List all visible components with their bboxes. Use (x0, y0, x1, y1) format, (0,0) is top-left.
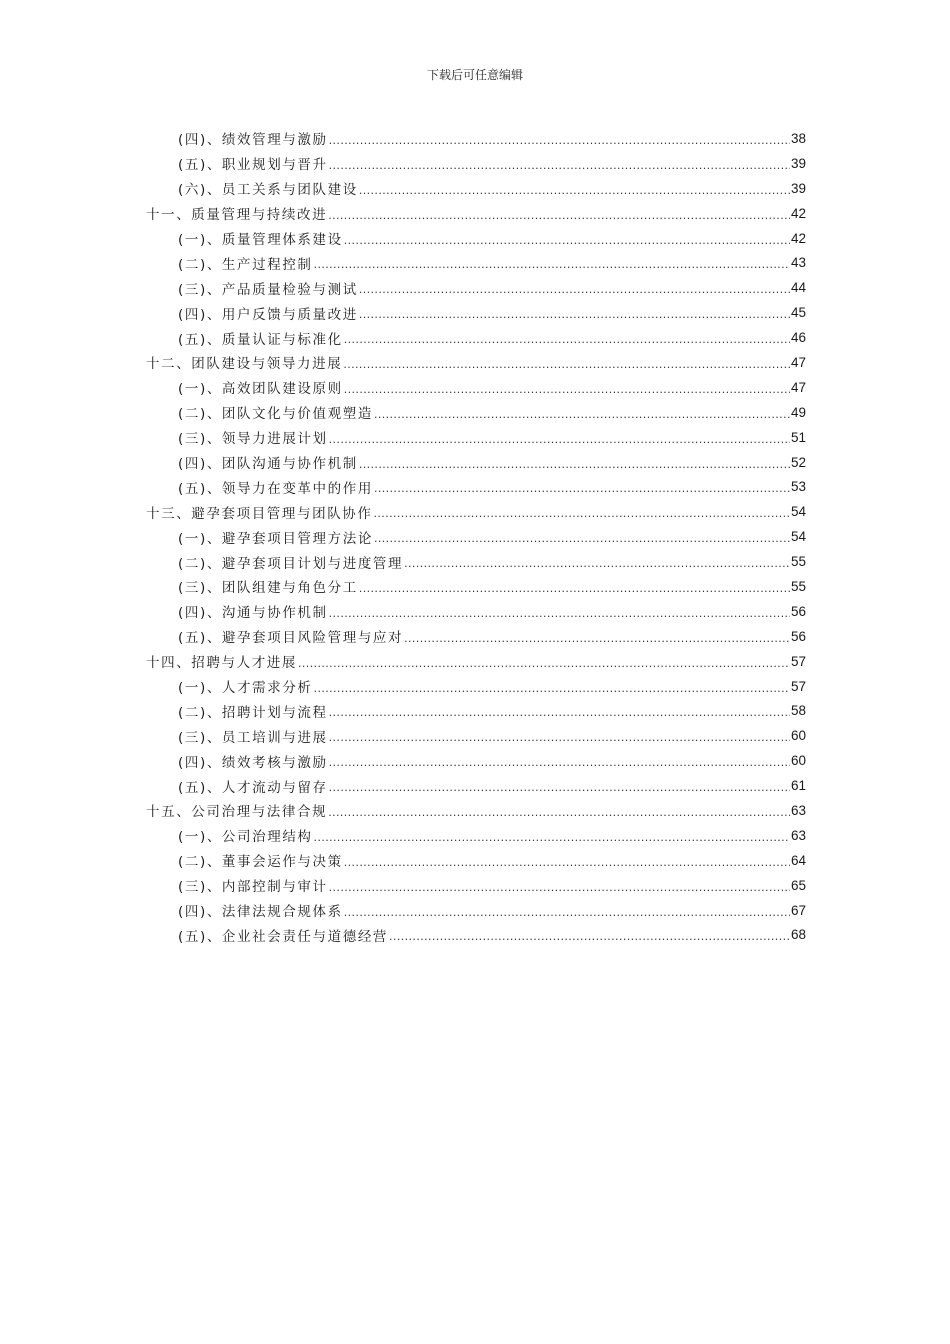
toc-entry-title: (一)、避孕套项目管理方法论 (178, 530, 373, 547)
toc-dot-leader (344, 857, 790, 868)
toc-dot-leader (314, 683, 790, 694)
toc-entry-title: 十一、质量管理与持续改进 (146, 207, 328, 224)
toc-entry-title: (一)、人才需求分析 (178, 680, 313, 697)
toc-entry-title: (三)、领导力进展计划 (178, 431, 328, 448)
toc-dot-leader (404, 633, 790, 644)
toc-dot-leader (374, 508, 790, 519)
toc-entry[interactable] (146, 748, 806, 773)
toc-entry-page-number: 47 (790, 354, 806, 370)
toc-entry[interactable] (146, 499, 806, 524)
toc-entry[interactable] (146, 126, 806, 151)
toc-entry-page-number: 42 (790, 205, 806, 221)
toc-entry[interactable] (146, 450, 806, 475)
toc-entry-title: (五)、企业社会责任与道德经营 (178, 928, 389, 945)
toc-entry[interactable] (146, 201, 806, 226)
toc-entry-title: (四)、沟通与协作机制 (178, 605, 328, 622)
toc-entry[interactable] (146, 923, 806, 948)
toc-dot-leader (329, 757, 790, 768)
toc-dot-leader (404, 558, 790, 569)
toc-dot-leader (343, 359, 790, 370)
toc-entry-title: (四)、绩效考核与激励 (178, 754, 328, 771)
toc-entry[interactable] (146, 226, 806, 251)
toc-entry[interactable] (146, 474, 806, 499)
toc-entry-page-number: 42 (790, 230, 806, 246)
toc-entry-page-number: 64 (790, 852, 806, 868)
toc-entry-page-number: 49 (790, 404, 806, 420)
toc-dot-leader (298, 658, 790, 669)
toc-entry-page-number: 55 (790, 554, 806, 570)
toc-entry-page-number: 46 (790, 330, 806, 346)
toc-entry[interactable] (146, 674, 806, 699)
toc-entry[interactable] (146, 649, 806, 674)
toc-entry-page-number: 60 (790, 753, 806, 769)
toc-entry-page-number: 65 (790, 877, 806, 893)
toc-dot-leader (328, 807, 790, 818)
toc-entry-title: (一)、质量管理体系建设 (178, 232, 343, 248)
toc-entry-title: (四)、团队沟通与协作机制 (178, 456, 358, 473)
toc-dot-leader (359, 284, 790, 295)
toc-entry-title: (五)、避孕套项目风险管理与应对 (178, 630, 404, 647)
toc-entry-title: (六)、员工关系与团队建设 (178, 182, 358, 199)
toc-entry-page-number: 57 (790, 653, 806, 669)
toc-entry-page-number: 67 (790, 902, 806, 918)
toc-entry-page-number: 54 (790, 529, 806, 545)
toc-entry-page-number: 45 (790, 305, 806, 321)
toc-entry[interactable] (146, 151, 806, 176)
toc-entry-page-number: 52 (790, 454, 806, 470)
toc-dot-leader (344, 384, 790, 395)
toc-dot-leader (329, 707, 790, 718)
toc-entry-page-number: 39 (790, 155, 806, 171)
toc-entry-page-number: 51 (790, 429, 806, 445)
toc-entry-title: (三)、内部控制与审计 (178, 879, 328, 896)
toc-entry-page-number: 56 (790, 603, 806, 619)
toc-entry[interactable] (146, 325, 806, 350)
toc-dot-leader (359, 309, 790, 320)
toc-dot-leader (359, 185, 790, 196)
toc-entry-title: 十二、团队建设与领导力进展 (146, 356, 343, 373)
toc-entry[interactable] (146, 574, 806, 599)
toc-entry-title: (二)、团队文化与价值观塑造 (178, 406, 373, 423)
toc-entry[interactable] (146, 599, 806, 624)
toc-dot-leader (329, 608, 790, 619)
toc-dot-leader (329, 160, 790, 171)
toc-entry-page-number: 56 (790, 628, 806, 644)
toc-entry[interactable] (146, 350, 806, 375)
toc-entry[interactable] (146, 873, 806, 898)
toc-entry-title: (二)、避孕套项目计划与进度管理 (178, 555, 404, 572)
toc-entry-title: (五)、职业规划与晋升 (178, 157, 328, 174)
toc-entry-page-number: 47 (790, 379, 806, 395)
toc-dot-leader (314, 259, 790, 270)
toc-entry[interactable] (146, 773, 806, 798)
toc-entry-title: (五)、质量认证与标准化 (178, 331, 343, 348)
toc-dot-leader (329, 135, 790, 146)
toc-dot-leader (329, 882, 790, 893)
toc-entry-page-number: 39 (790, 180, 806, 196)
toc-entry[interactable] (146, 524, 806, 549)
toc-entry-page-number: 44 (790, 280, 806, 296)
toc-entry-title: 十五、公司治理与法律合规 (146, 804, 328, 821)
toc-entry-title: (四)、绩效管理与激励 (178, 132, 328, 149)
toc-entry[interactable] (146, 425, 806, 450)
toc-entry-title: (三)、产品质量检验与测试 (178, 281, 358, 298)
toc-dot-leader (374, 483, 790, 494)
toc-entry-page-number: 53 (790, 479, 806, 495)
toc-entry-title: (二)、生产过程控制 (178, 256, 313, 273)
page-header: 下载后可任意编辑 (426, 68, 523, 82)
toc-entry[interactable] (146, 624, 806, 649)
toc-dot-leader (374, 409, 790, 420)
toc-entry[interactable] (146, 275, 806, 300)
toc-entry[interactable] (146, 400, 806, 425)
toc-entry-title: 十四、招聘与人才进展 (146, 655, 297, 672)
toc-entry[interactable] (146, 823, 806, 848)
toc-entry-title: (二)、董事会运作与决策 (178, 854, 343, 871)
toc-entry[interactable] (146, 798, 806, 823)
toc-entry-page-number: 55 (790, 578, 806, 594)
toc-entry-page-number: 61 (790, 778, 806, 794)
toc-entry-title: (一)、公司治理结构 (178, 829, 313, 846)
toc-dot-leader (344, 907, 790, 918)
toc-dot-leader (359, 459, 790, 470)
toc-dot-leader (329, 782, 790, 793)
toc-entry[interactable] (146, 549, 806, 574)
toc-dot-leader (389, 931, 790, 942)
toc-dot-leader (359, 583, 790, 594)
toc-dot-leader (329, 434, 790, 445)
toc-entry-page-number: 68 (790, 927, 806, 943)
toc-entry-page-number: 58 (790, 703, 806, 719)
toc-dot-leader (344, 334, 790, 345)
toc-entry-title: (五)、人才流动与留存 (178, 779, 328, 796)
toc-dot-leader (344, 235, 790, 246)
toc-entry-title: (四)、用户反馈与质量改进 (178, 306, 358, 323)
toc-entry-title: (二)、招聘计划与流程 (178, 704, 328, 721)
table-of-contents (146, 126, 806, 947)
toc-entry-title: (三)、员工培训与进展 (178, 729, 328, 746)
toc-dot-leader (314, 832, 790, 843)
toc-entry[interactable] (146, 176, 806, 201)
toc-entry-title: (四)、法律法规合规体系 (178, 904, 343, 921)
toc-dot-leader (328, 210, 790, 221)
toc-entry[interactable] (146, 848, 806, 873)
toc-entry-title: (一)、高效团队建设原则 (178, 381, 343, 398)
toc-entry-title: (三)、团队组建与角色分工 (178, 580, 358, 597)
toc-entry[interactable] (146, 698, 806, 723)
toc-entry-title: (五)、领导力在变革中的作用 (178, 480, 373, 497)
toc-entry[interactable] (146, 300, 806, 325)
toc-entry-page-number: 60 (790, 728, 806, 744)
toc-entry[interactable] (146, 375, 806, 400)
toc-entry-page-number: 63 (790, 802, 806, 818)
toc-entry-page-number: 63 (790, 827, 806, 843)
toc-entry[interactable] (146, 250, 806, 275)
toc-entry-page-number: 57 (790, 678, 806, 694)
toc-entry-page-number: 43 (790, 255, 806, 271)
toc-dot-leader (329, 732, 790, 743)
toc-entry-page-number: 54 (790, 504, 806, 520)
toc-entry[interactable] (146, 898, 806, 923)
toc-entry-title: 十三、避孕套项目管理与团队协作 (146, 505, 373, 522)
toc-dot-leader (374, 533, 790, 544)
toc-entry-page-number: 38 (790, 130, 806, 146)
toc-entry[interactable] (146, 723, 806, 748)
